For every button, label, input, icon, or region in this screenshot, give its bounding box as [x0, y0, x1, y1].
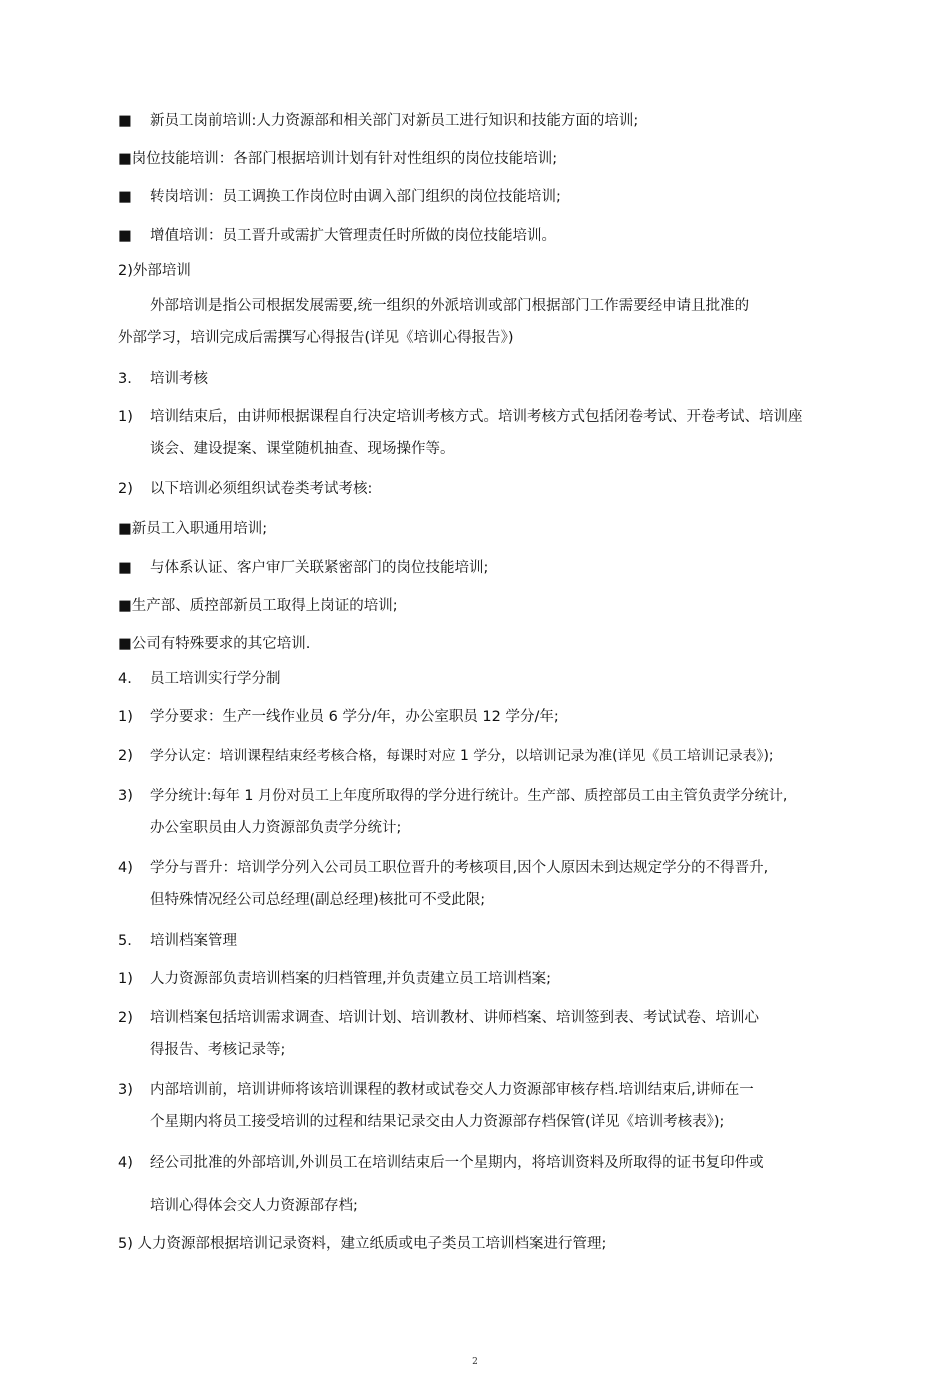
- line-marker: 2): [118, 1010, 133, 1026]
- line-marker: ■: [118, 113, 132, 129]
- line-marker: ■: [118, 228, 132, 244]
- text-line: 学分认定：培训课程结束经考核合格，每课时对应 1 学分，以培训记录为准(详见《员工培训记录表》);: [150, 748, 774, 764]
- text-line: 以下培训必须组织试卷类考试考核:: [150, 481, 373, 497]
- line-marker: 1): [118, 971, 133, 987]
- line-marker: 5.: [118, 933, 132, 949]
- text-line: 内部培训前，培训讲师将该培训课程的教材或试卷交人力资源部审核存档.培训结束后,讲师在一: [150, 1082, 754, 1098]
- line-marker: ■: [118, 560, 132, 576]
- line-marker: 4): [118, 860, 133, 876]
- text-line: 办公室职员由人力资源部负责学分统计;: [150, 820, 402, 836]
- section-heading: 员工培训实行学分制: [150, 671, 281, 687]
- line-marker: ■: [118, 189, 132, 205]
- text-line: 学分要求：生产一线作业员 6 学分/年，办公室职员 12 学分/年;: [150, 709, 559, 725]
- text-line: 学分统计:每年 1 月份对员工上年度所取得的学分进行统计。生产部、质控部员工由主管负责学分统计,: [150, 788, 788, 804]
- text-line: 但特殊情况经公司总经理(副总经理)核批可不受此限;: [150, 892, 486, 908]
- text-line: ■岗位技能培训：各部门根据培训计划有针对性组织的岗位技能培训;: [118, 151, 558, 167]
- section-heading: 2)外部培训: [118, 263, 191, 279]
- line-marker: 2): [118, 481, 133, 497]
- text-line: 培训档案包括培训需求调查、培训计划、培训教材、讲师档案、培训签到表、考试试卷、培训心: [150, 1010, 759, 1026]
- text-line: 增值培训：员工晋升或需扩大管理责任时所做的岗位技能培训。: [150, 228, 556, 244]
- text-line: 得报告、考核记录等;: [150, 1042, 286, 1058]
- line-marker: 3): [118, 788, 133, 804]
- text-line: 5) 人力资源部根据培训记录资料，建立纸质或电子类员工培训档案进行管理;: [118, 1236, 607, 1252]
- text-line: 人力资源部负责培训档案的归档管理,并负责建立员工培训档案;: [150, 971, 551, 987]
- text-line: 与体系认证、客户审厂关联紧密部门的岗位技能培训;: [150, 560, 489, 576]
- text-line: 外部培训是指公司根据发展需要,统一组织的外派培训或部门根据部门工作需要经申请且批准的: [150, 298, 750, 314]
- text-line: ■生产部、质控部新员工取得上岗证的培训;: [118, 598, 398, 614]
- text-line: 经公司批准的外部培训,外训员工在培训结束后一个星期内，将培训资料及所取得的证书复印件或: [150, 1155, 764, 1171]
- line-marker: 4.: [118, 671, 132, 687]
- line-marker: 4): [118, 1155, 133, 1171]
- text-line: 谈会、建设提案、课堂随机抽查、现场操作等。: [150, 441, 455, 457]
- section-heading: 培训档案管理: [150, 933, 237, 949]
- line-marker: 3.: [118, 371, 132, 387]
- text-line: 学分与晋升：培训学分列入公司员工职位晋升的考核项目,因个人原因未到达规定学分的不得晋升,: [150, 860, 769, 876]
- page-number: 2: [472, 1357, 478, 1367]
- line-marker: 3): [118, 1082, 133, 1098]
- text-line: ■公司有特殊要求的其它培训.: [118, 636, 311, 652]
- line-marker: 1): [118, 409, 133, 425]
- text-line: 外部学习，培训完成后需撰写心得报告(详见《培训心得报告》): [118, 330, 514, 346]
- text-line: 培训心得体会交人力资源部存档;: [150, 1198, 358, 1214]
- text-line: 转岗培训：员工调换工作岗位时由调入部门组织的岗位技能培训;: [150, 189, 561, 205]
- text-line: 个星期内将员工接受培训的过程和结果记录交由人力资源部存档保管(详见《培训考核表》);: [150, 1114, 725, 1130]
- section-heading: 培训考核: [150, 371, 208, 387]
- line-marker: 2): [118, 748, 133, 764]
- text-line: 新员工岗前培训:人力资源部和相关部门对新员工进行知识和技能方面的培训;: [150, 113, 639, 129]
- text-line: 培训结束后，由讲师根据课程自行决定培训考核方式。培训考核方式包括闭卷考试、开卷考试、培训座: [150, 409, 803, 425]
- line-marker: 1): [118, 709, 133, 725]
- text-line: ■新员工入职通用培训;: [118, 521, 268, 537]
